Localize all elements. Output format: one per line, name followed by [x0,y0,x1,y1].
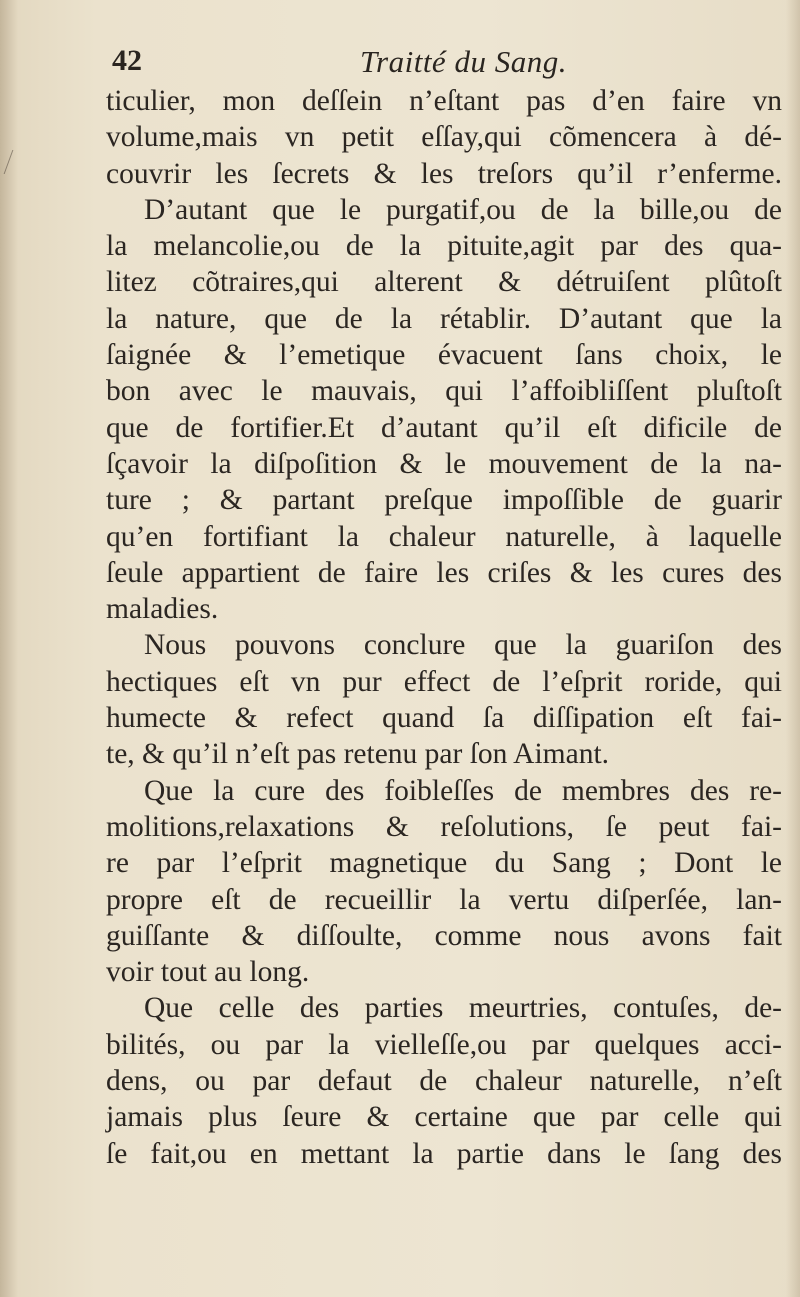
page-number: 42 [112,44,142,77]
text-line: dens, ou par defaut de chaleur naturelle, n’eſt [106,1065,782,1098]
text-line: Nous pouvons conclure que la guariſon des [144,629,782,662]
text-line: molitions,relaxations & reſolutions, ſe peut fai- [106,810,782,843]
page-edge-shadow-left [0,0,18,1297]
text-line: qu’en fortifiant la chaleur naturelle, à laquelle [106,520,782,553]
text-line: volume,mais vn petit eſſay,qui cõmencera à dé- [106,121,782,154]
text-line: bilités, ou par la vielleſſe,ou par quelques acci- [106,1028,782,1061]
text-line: ſçavoir la diſpoſition & le mouvement de la na- [106,447,782,480]
text-line: humecte & refect quand ſa diſſipation eſt fai- [106,702,782,735]
text-line: re par l’eſprit magnetique du Sang ; Dont le [106,847,782,880]
text-line: ſeule appartient de faire les criſes & les cures des [106,556,782,589]
text-line: la nature, que de la rétablir. D’autant que la [106,302,782,335]
text-line: ſaignée & l’emetique évacuent ſans choix, le [106,339,782,372]
text-line: litez cõtraires,qui alterent & détruiſent plûtoſt [106,266,782,299]
text-line: Que celle des parties meurtries, contuſes, de- [144,992,782,1025]
text-line: jamais plus ſeure & certaine que par celle qui [106,1101,782,1134]
text-line: Que la cure des foibleſſes de membres des re- [144,774,782,807]
text-line: maladies. [106,593,219,626]
text-line: te, & qu’il n’eſt pas retenu par ſon Aimant. [106,738,610,771]
body-text [106,83,782,1172]
text-line: ticulier, mon deſſein n’eſtant pas d’en faire vn [106,85,782,117]
text-line: hectiques eſt vn pur effect de l’eſprit roride, qui [106,665,782,698]
text-line: guiſſante & diſſoulte, comme nous avons fait [106,919,782,952]
text-line: bon avec le mauvais, qui l’affoibliſſent pluſtoſt [106,375,782,408]
text-line: ſe fait,ou en mettant la partie dans le ſang des [106,1137,782,1170]
text-line: que de fortifier.Et d’autant qu’il eſt dificile de [106,411,782,444]
text-line: D’autant que le purgatif,ou de la bille,ou de [144,193,782,226]
text-line: propre eſt de recueillir la vertu diſperſée, lan- [106,883,782,916]
text-line: voir tout au long. [106,956,310,989]
running-head [112,44,782,88]
text-line: la melancolie,ou de la pituite,agit par des qua- [106,230,782,263]
text-line: ture ; & partant preſque impoſſible de guarir [106,484,782,517]
page-edge-shadow-right [786,0,800,1297]
text-line: couvrir les ſecrets & les treſors qu’il r’enferme. [106,157,782,190]
running-title: Traitté du Sang. [360,44,567,79]
